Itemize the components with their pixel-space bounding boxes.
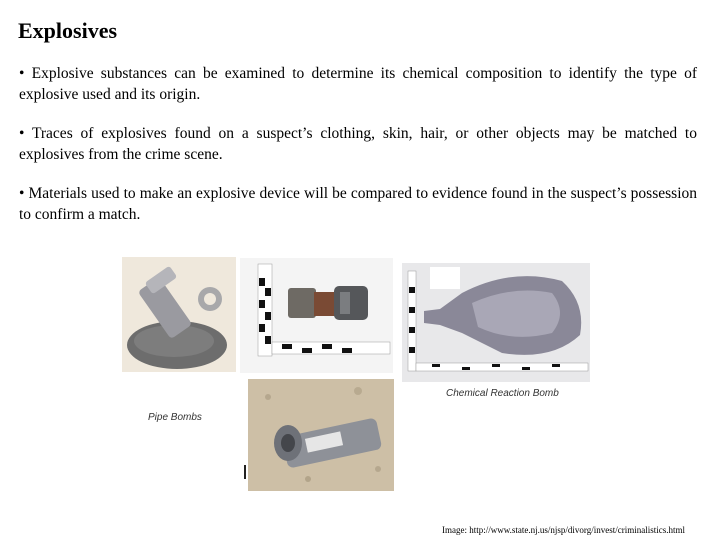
slide-title: Explosives	[18, 18, 118, 43]
pipe-bomb-ruler-photo	[240, 258, 393, 373]
chemical-bomb-caption: Chemical Reaction Bomb	[446, 388, 559, 399]
pipe-bombs-caption: Pipe Bombs	[148, 412, 202, 423]
bullet-chemical-composition: • Explosive substances can be examined to determine its chemical composition to identify the type of explosive used and its origin.	[19, 65, 697, 103]
image-credit: Image: http://www.state.nj.us/njsp/divorg/invest/criminalistics.html	[442, 525, 685, 535]
bullet-trace-matching: • Traces of explosives found on a suspect’s clothing, skin, hair, or other objects may be matched to explosives from the crime scene.	[19, 125, 697, 163]
chemical-reaction-bomb-photo	[402, 263, 590, 382]
photo-edge-mark	[244, 465, 246, 479]
bullet-materials-comparison: • Materials used to make an explosive device will be compared to evidence found in the suspect’s possession to confirm a match.	[19, 185, 697, 223]
pipe-bomb-sand-photo	[248, 379, 394, 491]
pipe-bomb-powder-photo	[122, 257, 236, 372]
